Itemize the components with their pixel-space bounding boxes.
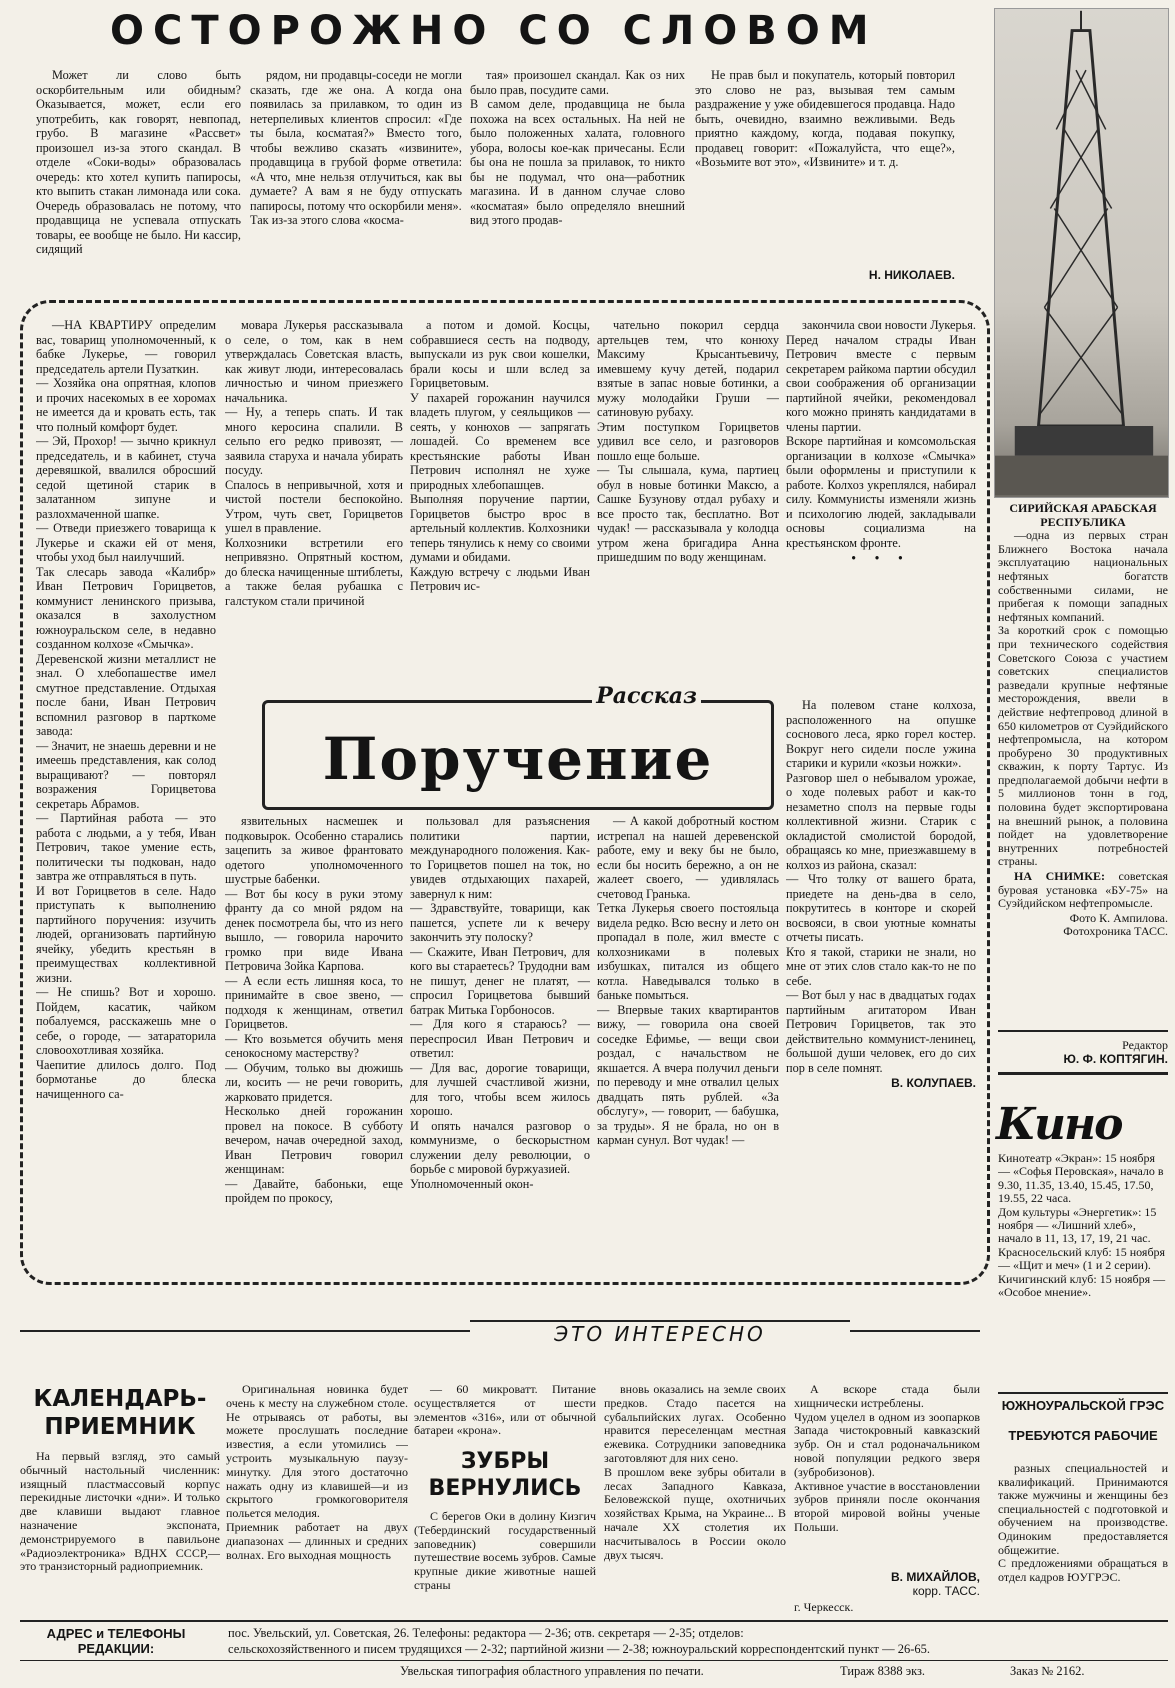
story-rubric: Рассказ: [592, 683, 701, 709]
bison-text-2: вновь оказались на земле своих предков. Стадо пасется на субальпийских лугах. Особенно нравится переселенцам местная ежевика. Сотрудники заповедника заготовляют для них сено. В прошлом веке зубры обитали в лесах Западного Кавказа, Беловежской пуще, охотничьих хозяйствах Крыма, на Украине... В начале XX столетия их насчитывалось в России около двух тысяч.: [604, 1383, 786, 1562]
gres-text: разных специальностей и квалификаций. Принимаются также мужчины и женщины без специальностей с подготовкой и обучением на производстве. Одиноким предоставляется общежитие. С предложениями обращаться в отдел кадров ЮУГРЭС.: [998, 1462, 1168, 1584]
footer-address: пос. Увельский, ул. Советская, 26. Телефоны: редактора — 2-36; отв. секретаря — 2-35; отделов:: [228, 1626, 744, 1640]
editor-label: Редактор: [1122, 1038, 1168, 1052]
story-title: Поручение: [322, 725, 714, 793]
footer-rule: [20, 1620, 1168, 1622]
calendar-text-2: Оригинальная новинка будет очень к месту на служебном столе. Не отрываясь от работы, вы можете прослушать последние известия, а если утомились — устроить музыкальную паузу-минутку. Для этого достаточно нажать одну из клавишей—и из скрытого громкоговорителя польется мелодия. Приемник работает на двух диапазонах — длинных и средних волнах. Его выходная мощность: [226, 1383, 408, 1562]
article1-column-2: [250, 68, 462, 288]
story-column-1: [36, 318, 216, 1276]
editor-name: Ю. Ф. КОПТЯГИН.: [1063, 1052, 1168, 1066]
article1-column-3: [470, 68, 685, 288]
story-text-4a: чательно покорил сердца артельцев тем, что конюху Максиму Крысантьевичу, имевшему кучу детей, подарил взятые в запас новые ботинки, а мужу молодайки Груши — сатиновую рубаху. Этим поступком Горицветов удивил все село, и разговоров пошло еще больше. — Ты слышала, кума, партиец обул в новые ботинки Максю, а Сашке Бузунову отдал рубаху и все просто так, бесплатно. Вот чудак! — рассказывала у колодца утром жена бригадира Анна пришедшим по воду женщинам.: [597, 318, 779, 564]
drilling-rig-photo: [994, 8, 1169, 498]
bison-text-1: С берегов Оки в долину Кизгич (Тебердинский государственный заповедник) совершили путешествие восемь зубров. Самые крупные дикие животные нашей страны: [414, 1510, 596, 1592]
headline: ОСТОРОЖНО СО СЛОВОМ: [110, 8, 878, 54]
footer-label: АДРЕС и ТЕЛЕФОНЫ РЕДАКЦИИ:: [46, 1626, 186, 1656]
calendar-column-1: [20, 1450, 220, 1610]
story-column-4-bottom: [597, 814, 779, 1276]
article1-signature: Н. НИКОЛАЕВ.: [868, 268, 955, 282]
story-text-5b: На полевом стане колхоза, расположенного на опушке соснового леса, ярко горел костер. Вокруг него сидели после ужина старики и курили «козьи ножки». Разговор шел о небывалом урожае, о ходе полевых работ и как-то незаметно сполз на первые годы коллективной жизни. Старик с окладистой смолистой бородой, обращаясь ко мне, приезжавшему в колхоз из района, сказал: — Что толку от вашего брата, приедете на день-два в село, покрутитесь в конторе и скорей восвояси, в свои уютные комнаты отчеты писать. Кто я такой, старики не знали, но мне от этих слов стало как-то не по себе. — Вот был у нас в двадцатых годах партийным агитатором Иван Петрович Горицветов, так это действительно коммунист-ленинец, большой души человек, его до сих пор в селе помнят.: [786, 698, 976, 1075]
story-column-5-top: [786, 318, 976, 680]
story-title-box: [262, 683, 774, 810]
story-text-3a: а потом и домой. Косцы, собравшиеся сесть на подводу, выпускали из рук свои кошелки, брали косы и шли вслед за Горицветовым. У пахарей горожанин научился владеть плугом, у сеяльщиков — сеять, у конюхов — запрягать лошадей. Со временем все крестьянские работы Иван Петрович исполнял не хуже природных хлебопашцев. Выполняя поручение партии, Горицветов быстро врос в артельный коллектив. Колхозники теперь тянулись к нему со своими думами и обидами. Каждую встречу с людьми Иван Петрович ис-: [410, 318, 590, 593]
footer-zakaz: Заказ № 2162.: [1010, 1664, 1085, 1678]
kino-logo: Кино: [996, 1099, 1122, 1150]
article1-text-4: Не прав был и покупатель, который повторил это слово не раз, вызывая тем самым раздражение у уже обидевшегося продавца. Надо быть, очевидно, взаимно вежливыми. Ведь приятно каждому, когда, подавая покупку, продавец говорит: «Пожалуйста, что еще?», «Возьмите вот это», «Извините» и т. д.: [695, 68, 955, 169]
footer-printer: Увельская типография областного управления по печати.: [400, 1664, 704, 1678]
story-text-4b: — А какой добротный костюм истрепал на нашей деревенской работе, ему и веку бы не было, если бы носить бережно, а он не жалеет своего, — удивлялась счетовод Гранька. Тетка Лукерья своего постояльца видела редко. Всю весну и лето он пропадал в поле, жил вместе с колхозниками в полевых избушках, питался из общего котла. Наведывался только в баньке помыться. — Впервые таких квартирантов вижу, — говорила она своей соседке Ефимье, — вещи свои роздал, с начальством не якшается. А вчера получил деньги по переводу и мне отвалил целых двадцать пять рублей. «За обслугу», — говорит, — бабушка, за труды». Я не брала, но он в карман сунул. Вот чудак! —: [597, 814, 779, 1147]
photo-caption: [998, 502, 1168, 1002]
story-column-4-top: [597, 318, 779, 688]
story-column-2-bottom: [225, 814, 403, 1276]
photo-credit-2: Фотохроника ТАСС.: [1063, 924, 1168, 939]
gres-text-block: [998, 1462, 1168, 1612]
drilling-rig-icon: [995, 9, 1168, 497]
story-column-3-top: [410, 318, 590, 688]
interesting-header: ЭТО ИНТЕРЕСНО: [470, 1320, 850, 1348]
article1-text-2: рядом, ни продавцы-соседи не могли сказать, где же она. А когда она появилась за прилавком, то один из нетерпеливых клиентов спросил: «Где ты была, косматая?» Вместо того, чтобы вежливо сказать «извините», продавщица в грубой форме ответила: «А что, мне нельзя отлучиться, как вы думаете? А вам я не буду отпускать папиросы, потому что оскорбили меня». Так из-за этого слова «косма-: [250, 68, 462, 227]
photo-credit-1: Фото К. Ампилова.: [1069, 910, 1168, 925]
footer-rule-2: [20, 1660, 1168, 1661]
bison-column-3: [794, 1383, 980, 1573]
gres-title: ЮЖНОУРАЛЬСКОЙ ГРЭС: [1001, 1398, 1165, 1413]
article1-text-1: Может ли слово быть оскорбительным или обидным? Оказывается, может, если его употребить, как говорят, невпопад, грубо. В магазине «Рассвет» произошел из-за этого скандал. В отделе «Соки-воды» образовалась очередь: кто хотел купить папиросы, кто выпить стакан лимонада или сока. Очередь образовалась не потому, что продавщица не успевала отпускать товары, ее вообще не было. Ни кассир, сидящий: [36, 68, 241, 256]
story-signature: В. КОЛУПАЕВ.: [891, 1076, 976, 1090]
story-text-2b: язвительных насмешек и подковырок. Особенно старались зацепить за живое франтовато одетого уполномоченного шустрые бабенки. — Вот бы косу в руки этому франту да со мной рядом на денек посмотрела бы, что из него вышло, — говорила нарочито громко при виде Ивана Петровича Зойка Карпова. — А если есть лишняя коса, то принимайте в свое звено, — подходя к женщинам, ответил Горицветов. — Кто возьмется обучить меня сенокосному мастерству? — Обучим, только вы дюжишь ли, косить — не речи говорить, жарковато придется. Несколько дней горожанин провел на покосе. В субботу вечером, начав очередной заход, Иван Петрович говорил женщинам: — Давайте, бабоньки, еще пройдем по прокосу,: [225, 814, 403, 1205]
photo-caption-text: —одна из первых стран Ближнего Востока начала эксплуатацию национальных нефтяных богатств собственными силами, не прибегая к помощи западных нефтяных компаний. За короткий срок с помощью при технического содействия Советского Союза с участием советских специалистов разведали крупные нефтяные месторождения, ввели в действие нефтепровод длиной в 650 километров от Суэйдийского нефтепромысла, на котором пробурено 30 продуктивных скважин, к порту Тартус. Из предполагаемой добычи нефти в 5 миллионов тонн в год, половина будет экспортирована на внешний рынок, а половина пойдет на удовлетворение внутренних потребностей страны.: [998, 528, 1168, 869]
bison-text-3: А вскоре стада были хищнически истреблены. Чудом уцелел в одном из зоопарков Запада чистокровный кавказский зубр. Он и стал родоначальником новой популяции редкого зверя (зубробизонов). Активное участие в восстановлении зубров приняли после окончания второй мировой войны ученые Польши.: [794, 1383, 980, 1534]
footer-tirazh: Тираж 8388 экз.: [840, 1664, 926, 1678]
story-text-2a: мовара Лукерья рассказывала о селе, о том, как в нем утверждалась Советская власть, как живут люди, интересовалась личностью и чином приезжего начальника. — Ну, а теперь спать. И так много керосина спалили. В сельпо его редко привозят, — заявила старуха и начала убирать посуду. Спалось в непривычной, хотя и чистой постели беспокойно. Утром, чуть свет, Горицветов ушел в правление. Колхозники встретили его непривязно. Опрятный костюм, до блеска начищенные штиблеты, а также белая рубашка с галстуком стали причиной: [225, 318, 403, 608]
footer-phones: сельскохозяйственного и писем трудящихся — 2-32; партийной жизни — 2-38; южноуральский корреспондентский пункт — 26-65.: [228, 1642, 931, 1656]
bison-title: ЗУБРЫ ВЕРНУЛИСЬ: [428, 1449, 582, 1501]
bison-signature: В. МИХАЙЛОВ,: [890, 1570, 980, 1584]
story-text-3b: пользовал для разъяснения политики партии, международного положения. Как-то Горицветов пошел на ток, но увидев отдыхающих пахарей, завернул к ним: — Здравствуйте, товарищи, как пашется, успете ли к вечеру закончить эту полоску? — Скажите, Иван Петрович, для кого вы стараетесь? Трудодни вам не пишут, денег не платят, — спросил Горицветова бывший батрак Митька Горбоносов. — Для кого я стараюсь? — переспросил Иван Петрович и ответил: — Для вас, дорогие товарищи, для лучшей счастливой жизни, для того, чтобы всем жилось хорошо. И опять начался разговор о коммунизме, о бескорыстном служении делу революции, о борьбе с мировой буржуазией. Уполномоченный окон-: [410, 814, 590, 1191]
article1-column-1: [36, 68, 241, 288]
section-dots: • • •: [851, 551, 911, 565]
divider: [998, 1072, 1168, 1075]
calendar-text-1: На первый взгляд, это самый обычный настольный численник: изящный пластмассовый корпус перекидные листочки «дни». И только две клавиши выдают главное назначение экспоната, демонстрируемого в павильоне «Радиоэлектроника» ВДНХ СССР,—это транзисторный радиоприемник.: [20, 1450, 220, 1574]
photo-snimke-label: НА СНИМКЕ:: [1014, 869, 1105, 884]
bison-city: г. Черкесск.: [794, 1600, 854, 1614]
story-column-5-bottom: [786, 698, 976, 1278]
bison-signature-role: корр. ТАСС.: [912, 1584, 980, 1598]
photo-snimke-text: советская буровая установка «БУ-75» на Суэйдийском нефтепромысле.: [998, 869, 1168, 911]
bison-column-2: [604, 1383, 786, 1613]
photo-caption-title: СИРИЙСКАЯ АРАБСКАЯ РЕСПУБЛИКА: [1009, 502, 1157, 529]
story-text-1: —НА КВАРТИРУ определим вас, товарищ уполномоченный, к бабке Лукерье, — говорил председатель артели Пузаткин. — Хозяйка она опрятная, клопов и прочих насекомых в ее хоромах не имеется да и кровать есть, так что полный комфорт будет. — Эй, Прохор! — зычно крикнул председатель, и в кабинет, стуча деревяшкой, ввалился обросший седой щетиной старик в залатанном зипуне и разлохмаченной шапке. — Отведи приезжего товарища к Лукерье и скажи ей от меня, чтобы уход был наилучший. Так слесарь завода «Калибр» Иван Петрович Горицветов, коммунист ленинского призыва, оказался в захолустном южноуральском селе, в недавно созданном колхозе «Смычка». Деревенской жизни металлист не знал. О хлебопашестве имел смутное представление. Отдыхая после бани, Иван Петрович вспомнил разговор в парткоме завода: — Значит, не знаешь деревни и не имеешь представления, как солод выращивают? — повторял возражения Горицветова секретарь Абрамов. — Партийная работа — это работа с людьми, а у тебя, Иван Петрович, такое умение есть, политически ты подкован, надо завтра же отправляться в путь. И вот Горицветов в селе. Надо приступать к выполнению партийного поручения: изучить людей, организовать партийную ячейку, убедить крестьян в преимуществах коллективной жизни. — Не спишь? Вот и хорошо. Пойдем, касатик, чайком побалуемся, расскажешь мне о себе, о городе, — затараторила словоохотливая хозяйка. Чаепитие длилось долго. Под бормотанье до блеска начищенного са-: [36, 318, 216, 1101]
kino-listings: Кинотеатр «Экран»: 15 ноября — «Софья Перовская», начало в 9.30, 11.35, 13.40, 15.45, 17.50, 19.55, 22 часа. Дом культуры «Энергетик»: 15 ноября — «Лишний хлеб», начало в 11, 13, 17, 19, 21 час. Красносельский клуб: 15 ноября — «Щит и меч» (1 и 2 серии). Кичигинский клуб: 15 ноября — «Особое мнение».: [998, 1152, 1166, 1300]
divider: [998, 1030, 1168, 1032]
calendar-column-2: [226, 1383, 408, 1613]
story-column-2-top: [225, 318, 403, 688]
calendar-column-3: [414, 1383, 596, 1438]
gres-subtitle: ТРЕБУЮТСЯ РАБОЧИЕ: [1008, 1428, 1158, 1443]
story-column-3-bottom: [410, 814, 590, 1276]
divider: [998, 1392, 1168, 1394]
calendar-text-3: — 60 микроватт. Питание осуществляется от шести элементов «316», или от обычной батареи «крона».: [414, 1383, 596, 1438]
article1-column-4: [695, 68, 955, 268]
calendar-title: КАЛЕНДАРЬ-ПРИЕМНИК: [33, 1386, 207, 1440]
story-text-5a: закончила свои новости Лукерья. Перед началом страды Иван Петрович вместе с первым секретарем райкома партии обсудил свои соображения об организации партийной ячейки, рекомендовал кого можно принять кандидатами в члены партии. Вскоре партийная и комсомольская организации в колхозе «Смычка» были оформлены и приступили к работе. Колхоз укреплялся, набирал силу. Коммунисты изменяли жизнь и психологию людей, закладывали основы социализма на крестьянском фронте.: [786, 318, 976, 550]
article1-text-3: тая» произошел скандал. Как оз них было прав, посудите сами. В самом деле, продавщица не была похожа на всех остальных. На ней не было положенных халата, головного убора, волосы кое-как причесаны. Если бы она не пошла за прилавок, то никто бы не подумал, что она—работник магазина. И в данном случае слово «косматая» было определяло внешний вид этого продав-: [470, 68, 685, 227]
bison-column-1: [414, 1510, 596, 1614]
